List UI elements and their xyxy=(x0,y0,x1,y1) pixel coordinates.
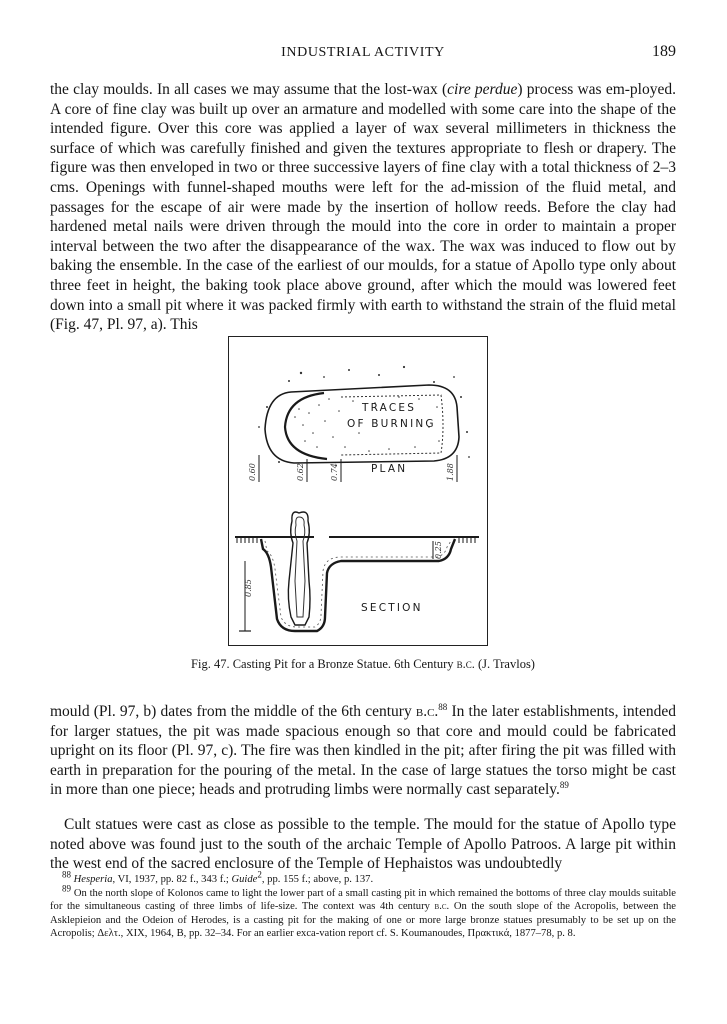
section-depth-dimension: 0.85 xyxy=(244,579,253,597)
plan-dimension-2: 0.62 xyxy=(296,463,305,481)
caption-era: b.c. xyxy=(456,657,475,671)
chapter-title: INDUSTRIAL ACTIVITY xyxy=(281,45,445,60)
figure-caption xyxy=(50,657,676,672)
footnote-number: 88 xyxy=(62,869,71,880)
earth-specks xyxy=(258,366,470,463)
paragraph-mould-dating xyxy=(50,702,676,800)
plan-dimension-marks xyxy=(259,455,457,482)
statue-figure xyxy=(295,517,305,617)
pit-profile xyxy=(261,539,455,631)
paragraph-text: In the later establishments, intended for larger statues, the pit was made spacious enough so that core and mould could be fabricated upright on its floor (Pl. 97, c). The fire was then kindled in the pit; after firing the pit was filled with earth in preparation for the pouring of the metal. In the case of large statues the torso might be cast in more than one piece; heads and protruding limbs were normally cast separately. xyxy=(50,703,676,799)
paragraph-cult-statues: Cult statues were cast as close as possible to the temple. The mould for the statue of Apollo type noted above was found just to the south of the archaic Temple of Apollo Patroos. A large pit within the west end of the sacred enclosure of the Temple of Hephaistos was undoubtedly xyxy=(50,816,676,873)
paragraph-text: ) process was em-ployed. A core of fine clay was built up over an armature and modelled with some care into the shape of the intended figure. Over this core was applied a layer of wax several millimeters in thickness the surface of which was carefully finished and given the textures appropriate to flesh or drapery. The figure was then enveloped in two or three successive layers of fine clay with a total thickness of 2–3 cms. Openings with funnel-shaped mouths were left for the ad-mission of the fluid metal, and passages for the escape of air were made by the insertion of hollow reeds. Before the clay had hardened metal nails were driven through the mould into the core in order to maintain a proper interval between the two after the disappearance of the wax. The wax was induced to flow out by baking the ensemble. In the case of the earliest of our moulds, for a statue of Apollo type only about three feet in height, the baking took place above ground, after which the mould was lowered feet down into a small pit where it was packed firmly with earth to withstand the strain of the fluid metal (Fig. 47, Pl. 97, a). This xyxy=(50,81,676,334)
plan-head-end xyxy=(285,393,327,459)
caption-text: Fig. 47. Casting Pit for a Bronze Statue. 6th Century xyxy=(191,657,457,671)
plan-dimension-3: 0.74 xyxy=(330,463,339,481)
casting-pit-drawing xyxy=(229,337,486,644)
footnote-number: 89 xyxy=(62,883,71,894)
label-section: SECTION xyxy=(361,602,423,614)
paragraph-lost-wax-process xyxy=(50,80,676,335)
edition-superscript: 2 xyxy=(257,869,262,880)
footnote-ref-88[interactable]: 88 xyxy=(438,701,448,712)
label-traces: TRACES xyxy=(362,402,417,414)
plan-dimension-4: 1.88 xyxy=(446,463,455,481)
label-plan: PLAN xyxy=(371,463,408,475)
label-of-burning: OF BURNING xyxy=(347,418,436,430)
section-floor-dimension: 0.25 xyxy=(434,541,443,559)
journal-title: Hesperia xyxy=(73,874,113,885)
era-abbreviation: b.c. xyxy=(415,703,439,720)
era-abbreviation: b.c. xyxy=(434,901,450,913)
footnotes xyxy=(50,869,677,941)
footnote-89 xyxy=(50,883,677,941)
footnote-text: On the south slope of the Acropolis, between the Asklepieion and the Odeion of Herodes, is a casting pit for the making of one or more large bronze statues presumably to be set up on the Acropolis; Δελτ., XIX, 1964, B, pp. 32–34. For an earlier exca-vation report cf. S. Koumanoudes, Πρακτικά, 1877–78, p. 8. xyxy=(50,901,677,940)
paragraph-text: the clay moulds. In all cases we may assume that the lost-wax ( xyxy=(50,81,448,98)
pit-inner-stipple xyxy=(265,541,451,627)
guide-title: Guide xyxy=(231,874,258,885)
running-head xyxy=(50,42,676,64)
plan-dimension-1: 0.60 xyxy=(248,463,257,481)
paragraph-text: mould (Pl. 97, b) dates from the middle of the 6th century xyxy=(50,703,416,720)
footnote-text: , VI, 1937, pp. 82 f., 343 f.; xyxy=(112,874,232,885)
italic-term: cire perdue xyxy=(447,81,518,98)
figure-casting-pit xyxy=(228,336,488,646)
footnote-ref-89[interactable]: 89 xyxy=(559,780,569,791)
statue-mould xyxy=(288,512,310,625)
footnote-88 xyxy=(50,869,676,887)
page-number: 189 xyxy=(652,43,676,60)
caption-credit: (J. Travlos) xyxy=(474,657,535,671)
footnote-text: On the north slope of Kolonos came to light the lower part of a small casting pit in which remained the bottoms of three clay moulds suitable for the simultaneous casting of three limbs of life-size. The context was 4th century xyxy=(50,887,676,913)
footnote-text: , pp. 155 f.; above, p. 137. xyxy=(261,874,374,885)
